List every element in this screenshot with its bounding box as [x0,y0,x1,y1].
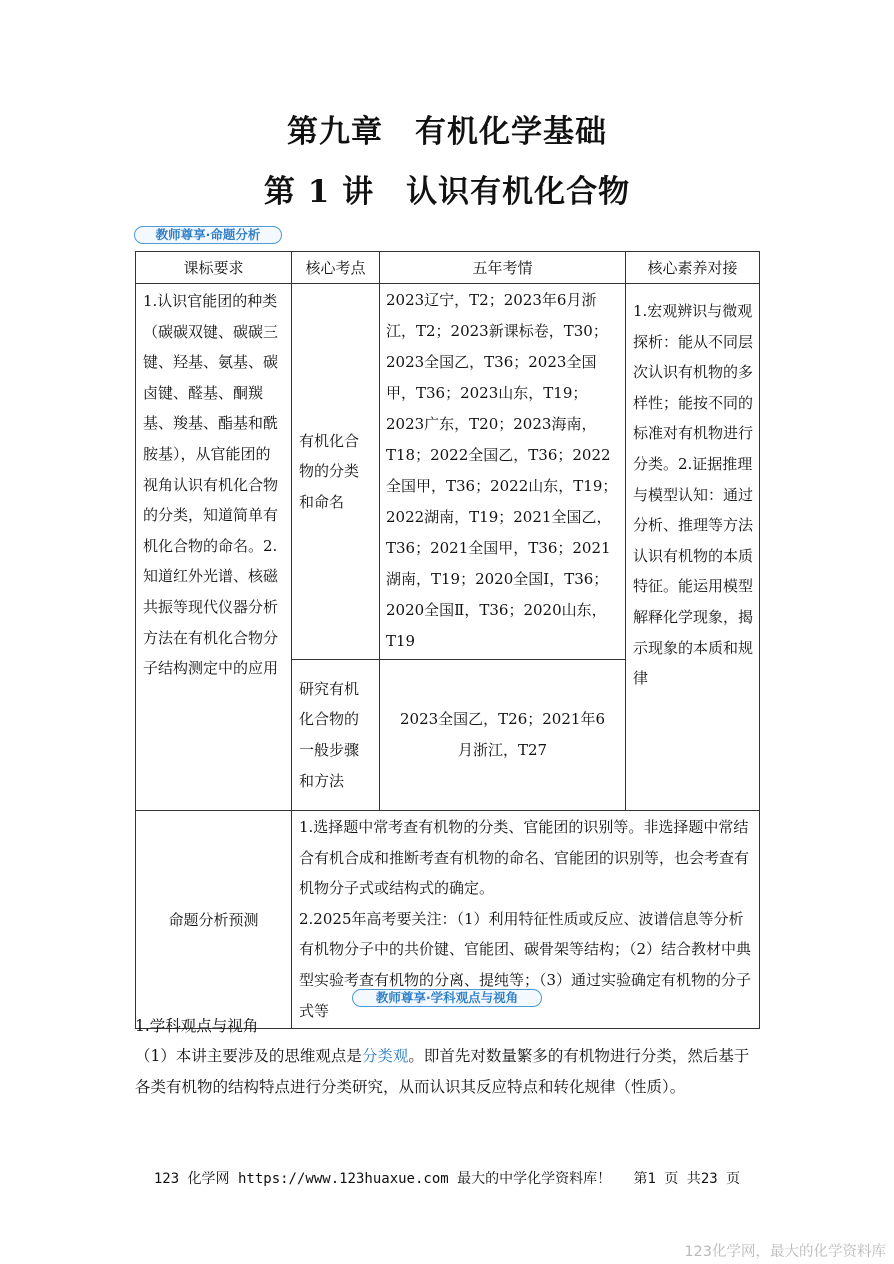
analysis-table [135,251,760,1029]
highlight-classification-view: 分类观 [361,1047,409,1065]
core-point-1: 有机化合物的分类和命名 [299,431,360,511]
badge-teacher-perspective: 教师尊享·学科观点与视角 [352,989,542,1007]
table-header-row [136,252,760,284]
chapter-title: 第九章 有机化学基础 [287,114,607,150]
exam-history-2: 2023全国乙，T26；2021年6月浙江，T27 [400,710,605,759]
core-point-cell-1 [292,284,380,660]
paragraph-prefix: （1）本讲主要涉及的思维观点是 [135,1047,362,1065]
exam-history-1: 2023辽宁，T2；2023年6月浙江，T2；2023新课标卷，T30；2023全国乙，T36；2023全国甲，T36；2023山东，T19；2023广东，T20；2023海南，T18；2022全国乙，T36；2022全国甲，T36；2022山东，T19；2022湖南，T19；2021全国乙，T36；2021全国甲，T36；2021湖南，T19；2020全国Ⅰ，T36；2020全国Ⅱ，T36；2020山东，T19 [386,291,618,650]
badge-teacher-analysis: 教师尊享·命题分析 [134,226,282,244]
header-core-point: 核心考点 [292,252,380,284]
curriculum-text: 1.认识官能团的种类（碳碳双键、碳碳三键、羟基、氨基、碳卤键、醛基、酮羰基、羧基、酯基和酰胺基），从官能团的视角认识有机化合物的分类，知道简单有机化合物的命名。2.知道红外光谱、核磁共振等现代仪器分析方法在有机化合物分子结构测定中的应用 [143,292,279,678]
prediction-paragraph-2: 2.2025年高考要关注：（1）利用特征性质或反应、波谱信息等分析有机物分子中的共价键、官能团、碳骨架等结构；（2）结合教材中典型实验考查有机物的分离、提纯等；（3）通过实验确定有机物的分子式等 [299,909,752,1020]
curriculum-cell [136,284,292,811]
prediction-paragraph-1: 1.选择题中常考查有机物的分类、官能团的识别等。非选择题中常结合有机合成和推断考查有机物的命名、官能团的识别等，也会考查有机物分子式或结构式的确定。 [299,818,750,898]
literacy-text: 1.宏观辨识与微观探析：能从不同层次认识有机物的多样性；能按不同的标准对有机物进行分类。2.证据推理与模型认知：通过分析、推理等方法认识有机物的本质特征。能运用模型解释化学现象，揭示现象的本质和规律 [633,302,754,688]
page-footer: 123 化学网 https://www.123huaxue.com 最大的中学化学资料库！ 第1 页 共23 页 [153,1171,741,1187]
core-point-cell-2 [292,660,380,811]
prediction-label-cell [136,811,292,1029]
header-literacy: 核心素养对接 [626,252,760,284]
section-paragraph [135,1041,759,1103]
core-point-2: 研究有机化合物的一般步骤和方法 [299,679,360,790]
table-row [136,284,760,660]
header-curriculum: 课标要求 [136,252,292,284]
literacy-cell [626,284,760,811]
watermark: 123化学网，最大的化学资料库 [684,1244,886,1260]
exam-history-cell-2 [380,660,626,811]
paragraph-suffix: 。即首先对数量繁多的有机物进行分类，然后基于各类有机物的结构特点进行分类研究，从而认识其反应特点和转化规律（性质）。 [135,1047,750,1096]
lecture-title: 第 1 讲 认识有机化合物 [263,174,631,210]
section-heading: 1.学科观点与视角 [135,1017,259,1035]
prediction-label: 命题分析预测 [168,911,259,930]
header-exam-history: 五年考情 [380,252,626,284]
exam-history-cell-1 [380,284,626,660]
